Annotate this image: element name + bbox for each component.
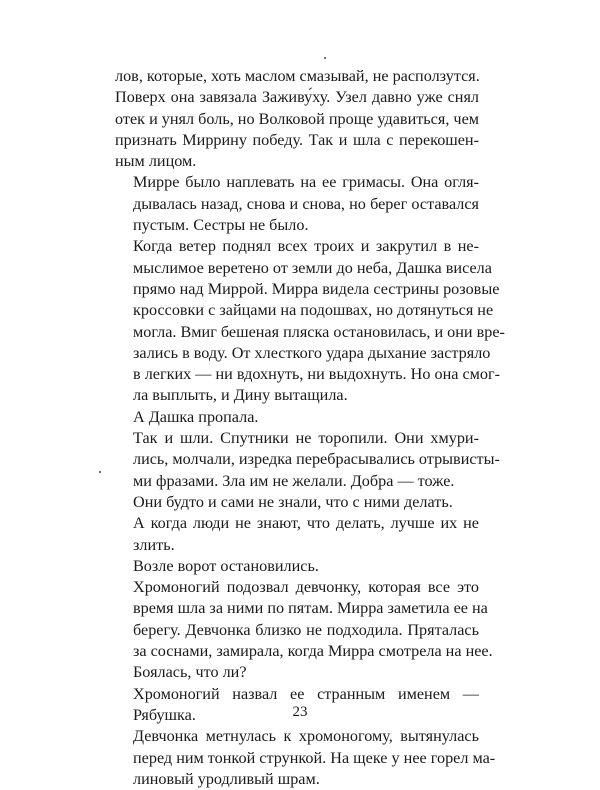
text-line: за соснами, замирала, когда Мирра смотрела на нее. [133, 642, 493, 661]
paragraph [115, 556, 479, 577]
text-line: зались в воду. От хлесткого удара дыхание застряло [133, 343, 491, 362]
text-line: Хромоногий назвал ее странным именем — [133, 684, 479, 703]
paragraph [115, 236, 505, 406]
text-line: отек и унял боль, но Волковой проще удавиться, чем [115, 109, 479, 128]
text-line: в легких — ни вдохнуть, ни выдохнуть. Но она смог- [133, 365, 501, 384]
text-line: пустым. Сестры не было. [133, 216, 309, 235]
print-speck [324, 57, 326, 59]
text-line: берегу. Девчонка близко не подходила. Пряталась [133, 620, 479, 639]
text-line: прямо над Миррой. Мирра видела сестрины розовые [133, 279, 500, 298]
text-line: перед ним тонкой стрункой. На щеке у нее горел ма- [133, 748, 496, 767]
text-line: лись, молчали, изредка перебрасывались отрывисты- [133, 450, 500, 469]
page-number: 23 [292, 704, 308, 720]
paragraph [115, 66, 479, 172]
text-line: Хромоногий подозвал девчонку, которая все это [133, 578, 479, 597]
text-line: линовый уродливый шрам. [133, 769, 320, 788]
text-line: Девчонка метнулась к хромоногому, вытянулась [133, 727, 479, 746]
text-line: Так и шли. Спутники не торопили. Они хмури- [133, 429, 479, 448]
paragraph [115, 492, 479, 513]
paragraph [115, 726, 496, 790]
paragraph [115, 172, 479, 236]
text-line: дывалась назад, снова и снова, но берег оставался [133, 194, 479, 213]
text-line: Мирре было наплевать на ее гримасы. Она огля- [133, 173, 479, 192]
body-text [115, 66, 505, 790]
text-line: признать Миррину победу. Так и шла с перекошен- [115, 130, 479, 149]
text-line: время шла за ними по пятам. Мирра заметила ее на [133, 599, 488, 618]
paragraph [115, 407, 479, 428]
paragraph [115, 513, 479, 556]
text-line: ми фразами. Зла им не желали. Добра — тоже. [133, 471, 455, 490]
text-line: злить. [133, 535, 175, 554]
text-line: А когда люди не знают, что делать, лучше их не [133, 514, 479, 533]
text-line: ным лицом. [115, 152, 197, 171]
text-line: Когда ветер поднял всех троих и закрутил в не- [133, 237, 479, 256]
paragraph [115, 577, 493, 683]
text-line: кроссовки с зайцами на подошвах, но дотянуться не [133, 301, 494, 320]
text-line: Они будто и сами не знали, что с ними делать. [133, 492, 453, 511]
text-line: ла выплыть, и Дину вытащила. [133, 386, 348, 405]
text-line: Возле ворот остановились. [133, 556, 319, 575]
text-line: Поверх она завязала Заживу́ху. Узел давно уже снял [115, 88, 479, 107]
text-line: могла. Вмиг бешеная пляска остановилась, и они вре- [133, 322, 505, 341]
text-line: Рябушка. [133, 705, 196, 724]
text-line: лов, которые, хоть маслом смазывай, не расползутся. [115, 67, 480, 85]
text-line: А Дашка пропала. [133, 407, 259, 426]
print-speck [99, 471, 101, 473]
text-line: мыслимое веретено от земли до неба, Дашка висела [133, 258, 492, 277]
paragraph [115, 428, 500, 492]
text-line: Боялась, что ли? [133, 663, 247, 682]
